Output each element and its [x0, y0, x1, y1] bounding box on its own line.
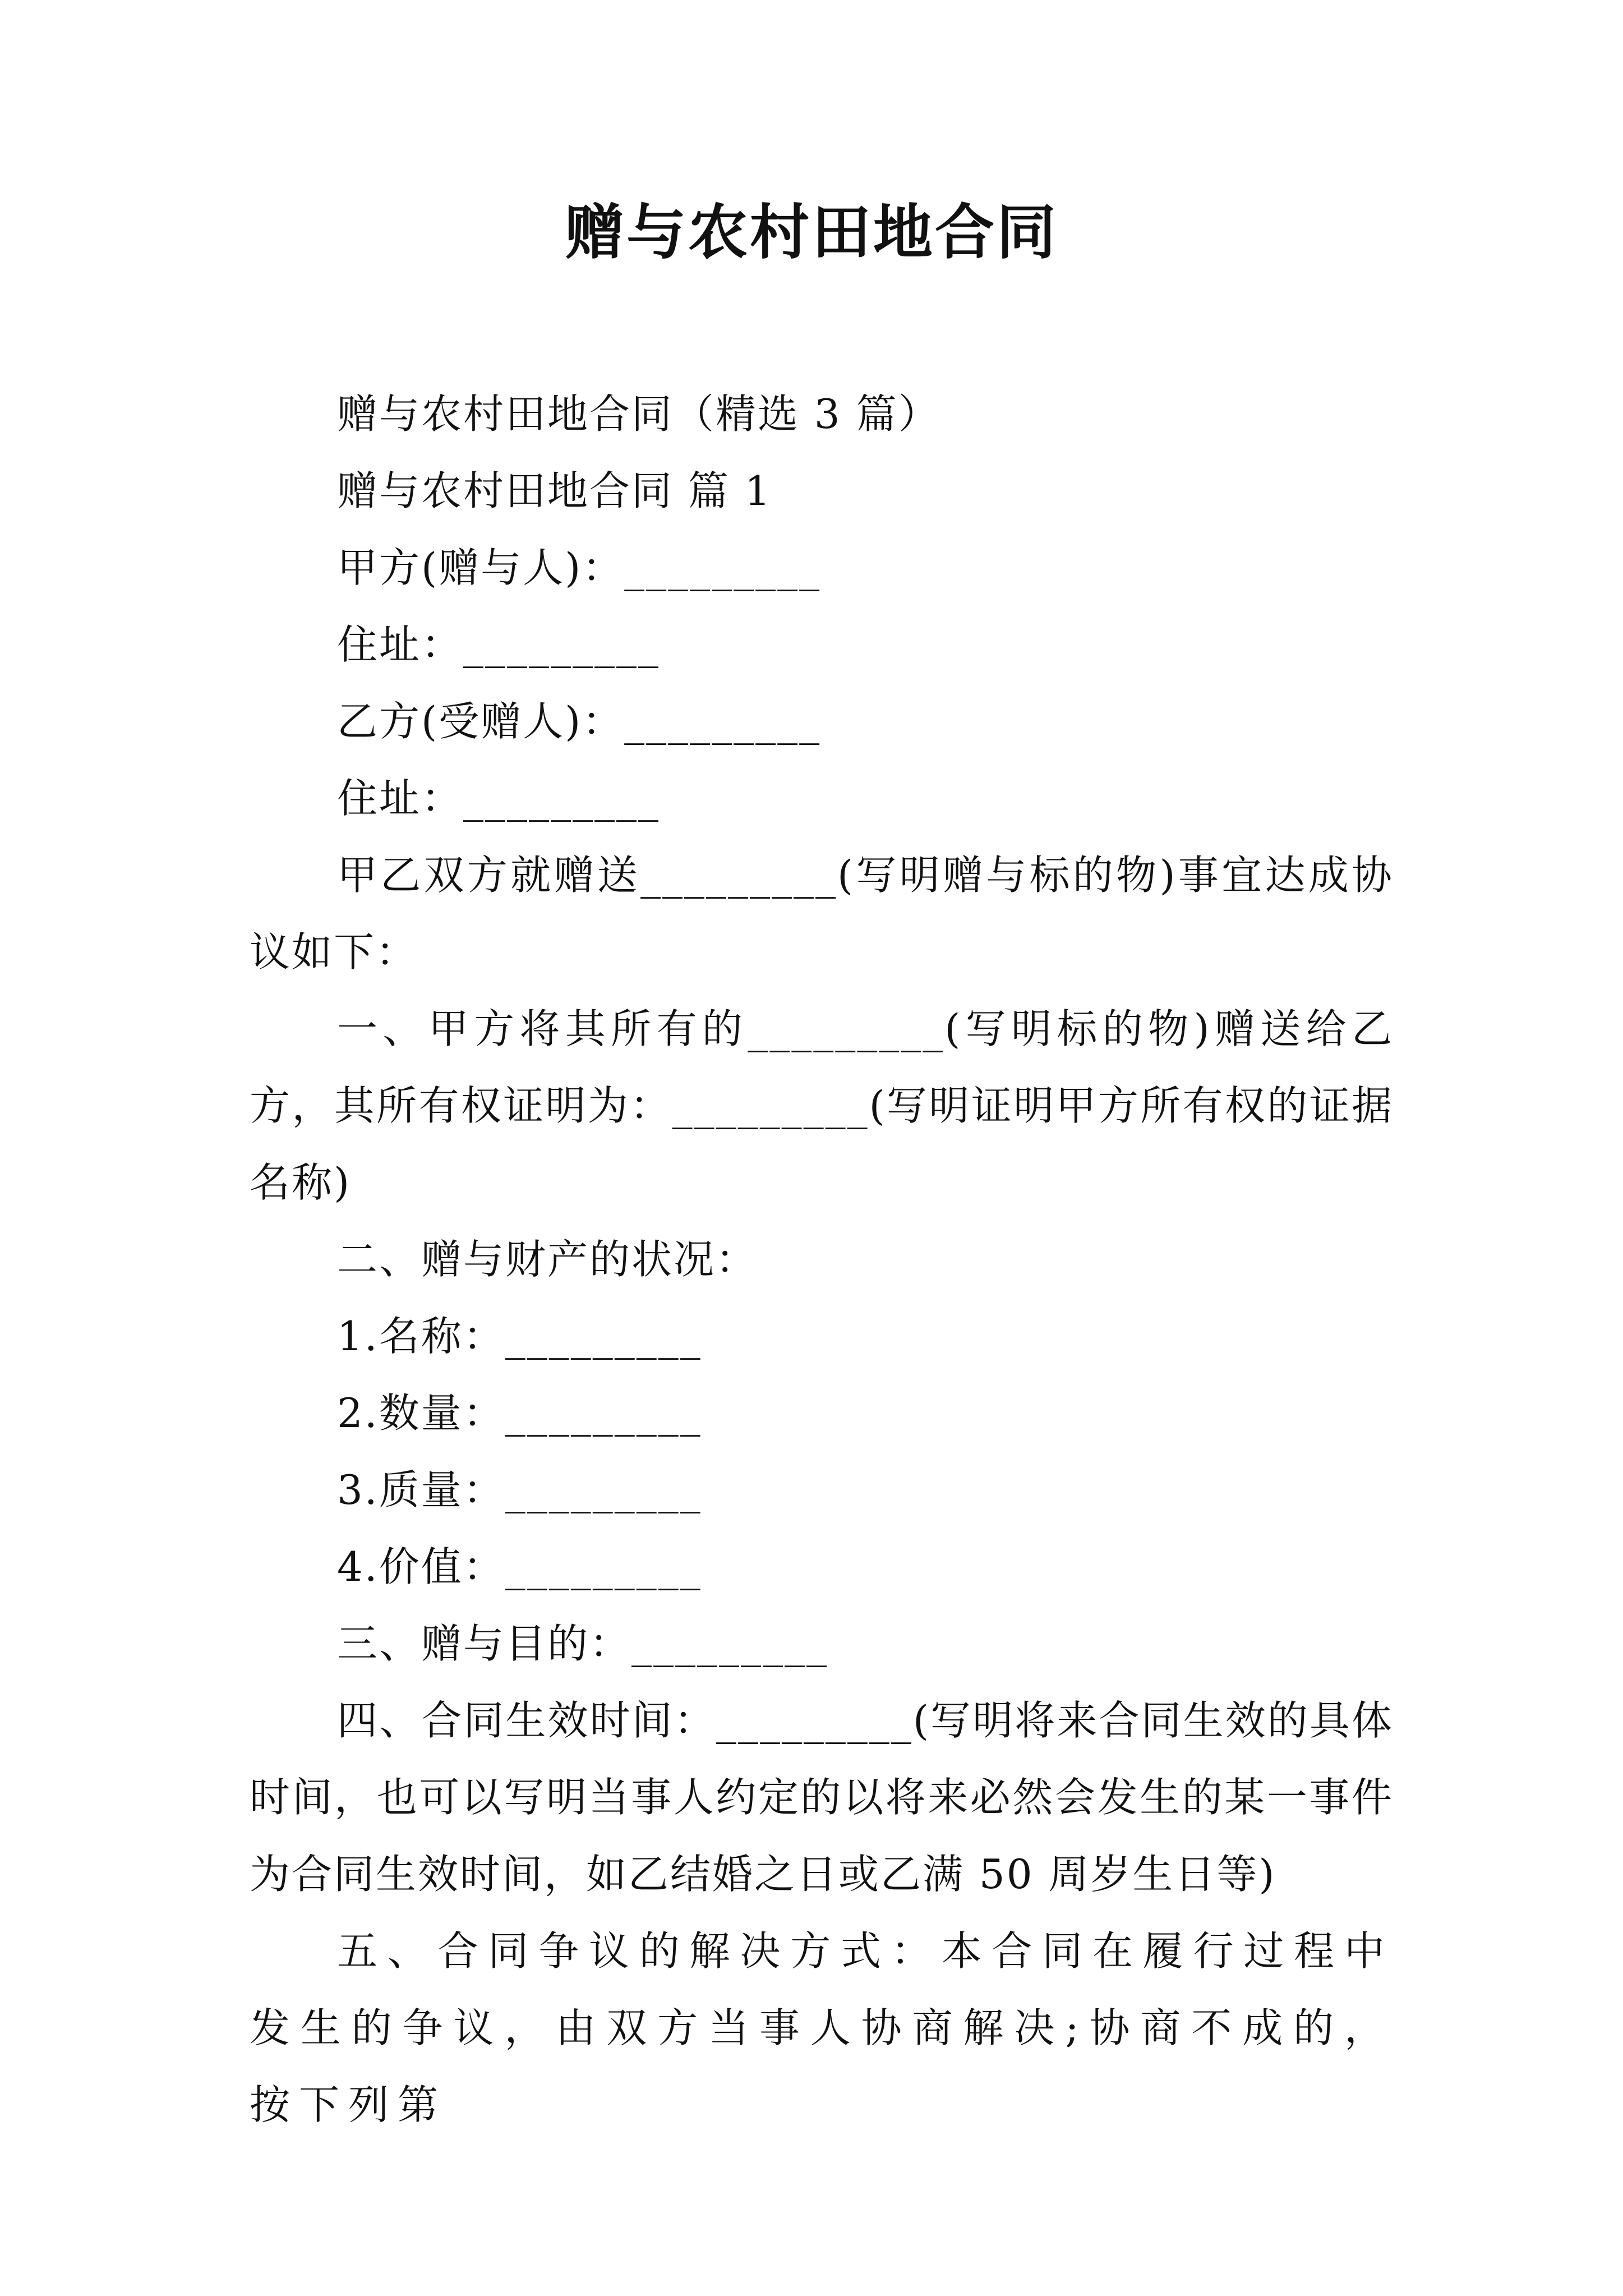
paragraph-section-heading: 赠与农村田地合同 篇 1 — [337, 467, 772, 514]
document-body — [250, 376, 1394, 2143]
paragraph-item-value: 4.价值：_________ — [337, 1543, 702, 1590]
paragraph-clause-4: 四、合同生效时间：_________(写明将来合同生效的具体时间，也可以写明当事人约定的以将来必然会发生的某一事件为合同生效时间，如乙结婚之日或乙满 50 周岁生日等) — [250, 1697, 1394, 1898]
paragraph-item-quantity: 2.数量：_________ — [337, 1389, 702, 1437]
paragraph-item-quality: 3.质量：_________ — [337, 1466, 702, 1513]
paragraph-collection-heading: 赠与农村田地合同（精选 3 篇） — [337, 390, 940, 438]
paragraph-agreement-intro: 甲乙双方就赠送_________(写明赠与标的物)事宜达成协议如下： — [250, 852, 1394, 976]
paragraph-clause-1: 一、甲方将其所有的_________(写明标的物)赠送给乙方，其所有权证明为：_________(写明证明甲方所有权的证据名称) — [250, 1005, 1394, 1206]
paragraph-item-name: 1.名称：_________ — [337, 1313, 702, 1360]
paragraph-clause-3: 三、赠与目的：_________ — [337, 1620, 829, 1667]
paragraph-party-b: 乙方(受赠人)：_________ — [337, 698, 822, 745]
paragraph-party-b-address: 住址：_________ — [337, 775, 661, 822]
paragraph-party-a: 甲方(赠与人)：_________ — [337, 544, 822, 591]
paragraph-party-a-address: 住址：_________ — [337, 621, 661, 668]
document-title: 赠与农村田地合同 — [565, 198, 1058, 267]
paragraph-clause-2: 二、赠与财产的状况： — [337, 1236, 758, 1283]
paragraph-clause-5: 五、合同争议的解决方式：本合同在履行过程中发生的争议，由双方当事人协商解决;协商不成的，按下列第 — [250, 1927, 1394, 2128]
